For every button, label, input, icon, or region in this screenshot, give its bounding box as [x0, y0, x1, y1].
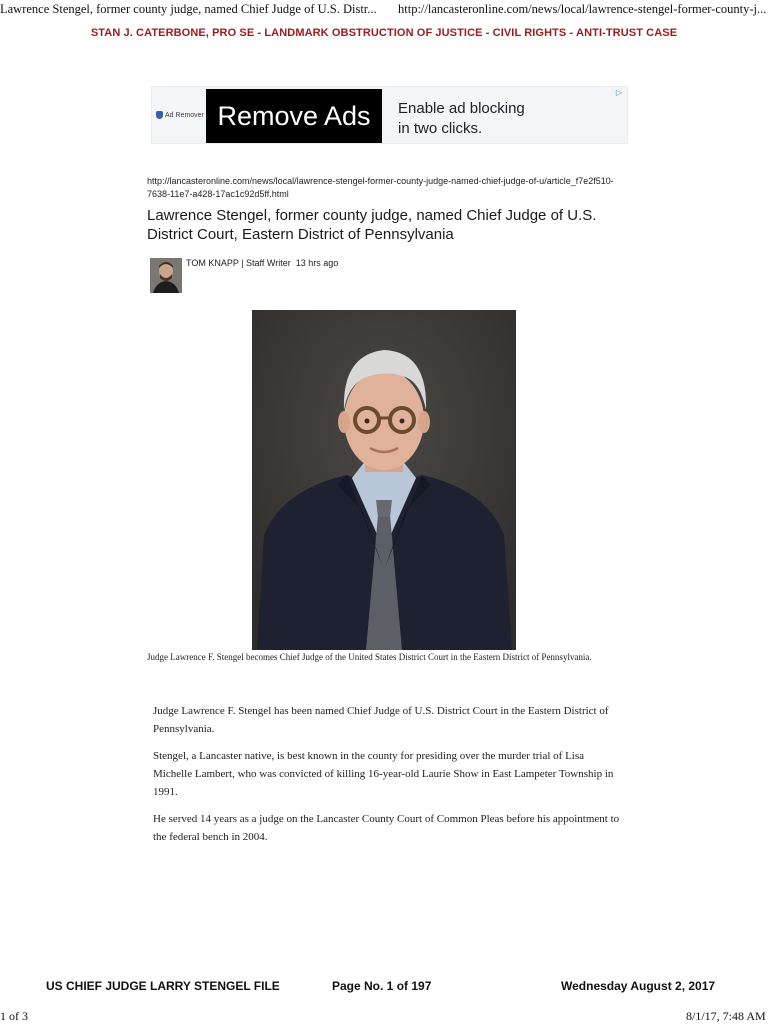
byline	[186, 258, 338, 268]
publish-time: 13 hrs ago	[295, 258, 339, 268]
footer-page-number: Page No. 1 of 197	[332, 979, 432, 993]
ad-line-2: in two clicks.	[398, 120, 483, 137]
article-paragraph: He served 14 years as a judge on the Lancaster County Court of Common Pleas before his appointment to the federal bench in 2004.	[153, 813, 620, 843]
remove-ads-button[interactable]: Remove Ads	[206, 89, 382, 143]
article-paragraph: Judge Lawrence F. Stengel has been named Chief Judge of U.S. District Court in the Eastern District of Pennsylvania.	[153, 705, 609, 735]
footer-date: Wednesday August 2, 2017	[561, 979, 716, 993]
footer-file-label: US CHIEF JUDGE LARRY STENGEL FILE	[46, 979, 280, 993]
author-avatar-image	[150, 258, 182, 293]
photo-caption: Judge Lawrence F. Stengel becomes Chief Judge of the United States District Court in the Eastern District of Pennsylvania.	[147, 652, 592, 662]
judge-portrait-image	[252, 310, 516, 650]
ad-remover-logo	[156, 111, 204, 119]
ad-logo-label: Ad Remover	[165, 111, 204, 119]
print-header-url: http://lancasteronline.com/news/local/lawrence-stengel-former-county-j...	[398, 2, 767, 16]
case-banner: STAN J. CATERBONE, PRO SE - LANDMARK OBSTRUCTION OF JUSTICE - CIVIL RIGHTS - ANTI-TRUST CASE	[90, 27, 678, 39]
author-avatar	[150, 258, 182, 293]
print-timestamp: 8/1/17, 7:48 AM	[686, 1009, 766, 1023]
ad-line-1: Enable ad blocking	[398, 100, 525, 117]
print-header-title: Lawrence Stengel, former county judge, named Chief Judge of U.S. Distr...	[0, 2, 377, 16]
ad-message	[398, 99, 598, 139]
author-name[interactable]: TOM KNAPP | Staff Writer	[186, 258, 291, 268]
judge-portrait	[252, 310, 516, 650]
article-paragraph: Stengel, a Lancaster native, is best known in the county for presiding over the murder trial of Lisa Michelle Lambert, who was convicted of killing 16-year-old Laurie Show in East Lampeter Township in 1991.	[153, 750, 614, 798]
print-page-count: 1 of 3	[0, 1009, 28, 1023]
article-title[interactable]: Lawrence Stengel, former county judge, named Chief Judge of U.S. District Court, Eastern District of Pennsylvania	[147, 207, 597, 243]
adchoices-icon[interactable]: ▷	[615, 88, 623, 97]
shield-icon	[156, 111, 163, 119]
article-url[interactable]: http://lancasteronline.com/news/local/lawrence-stengel-former-county-judge-named-chief-judge-of-u/article_f7e2f510-7638-11e7-a428-17ac1c92d5ff.html	[147, 176, 614, 199]
ad-banner[interactable]	[151, 86, 628, 144]
